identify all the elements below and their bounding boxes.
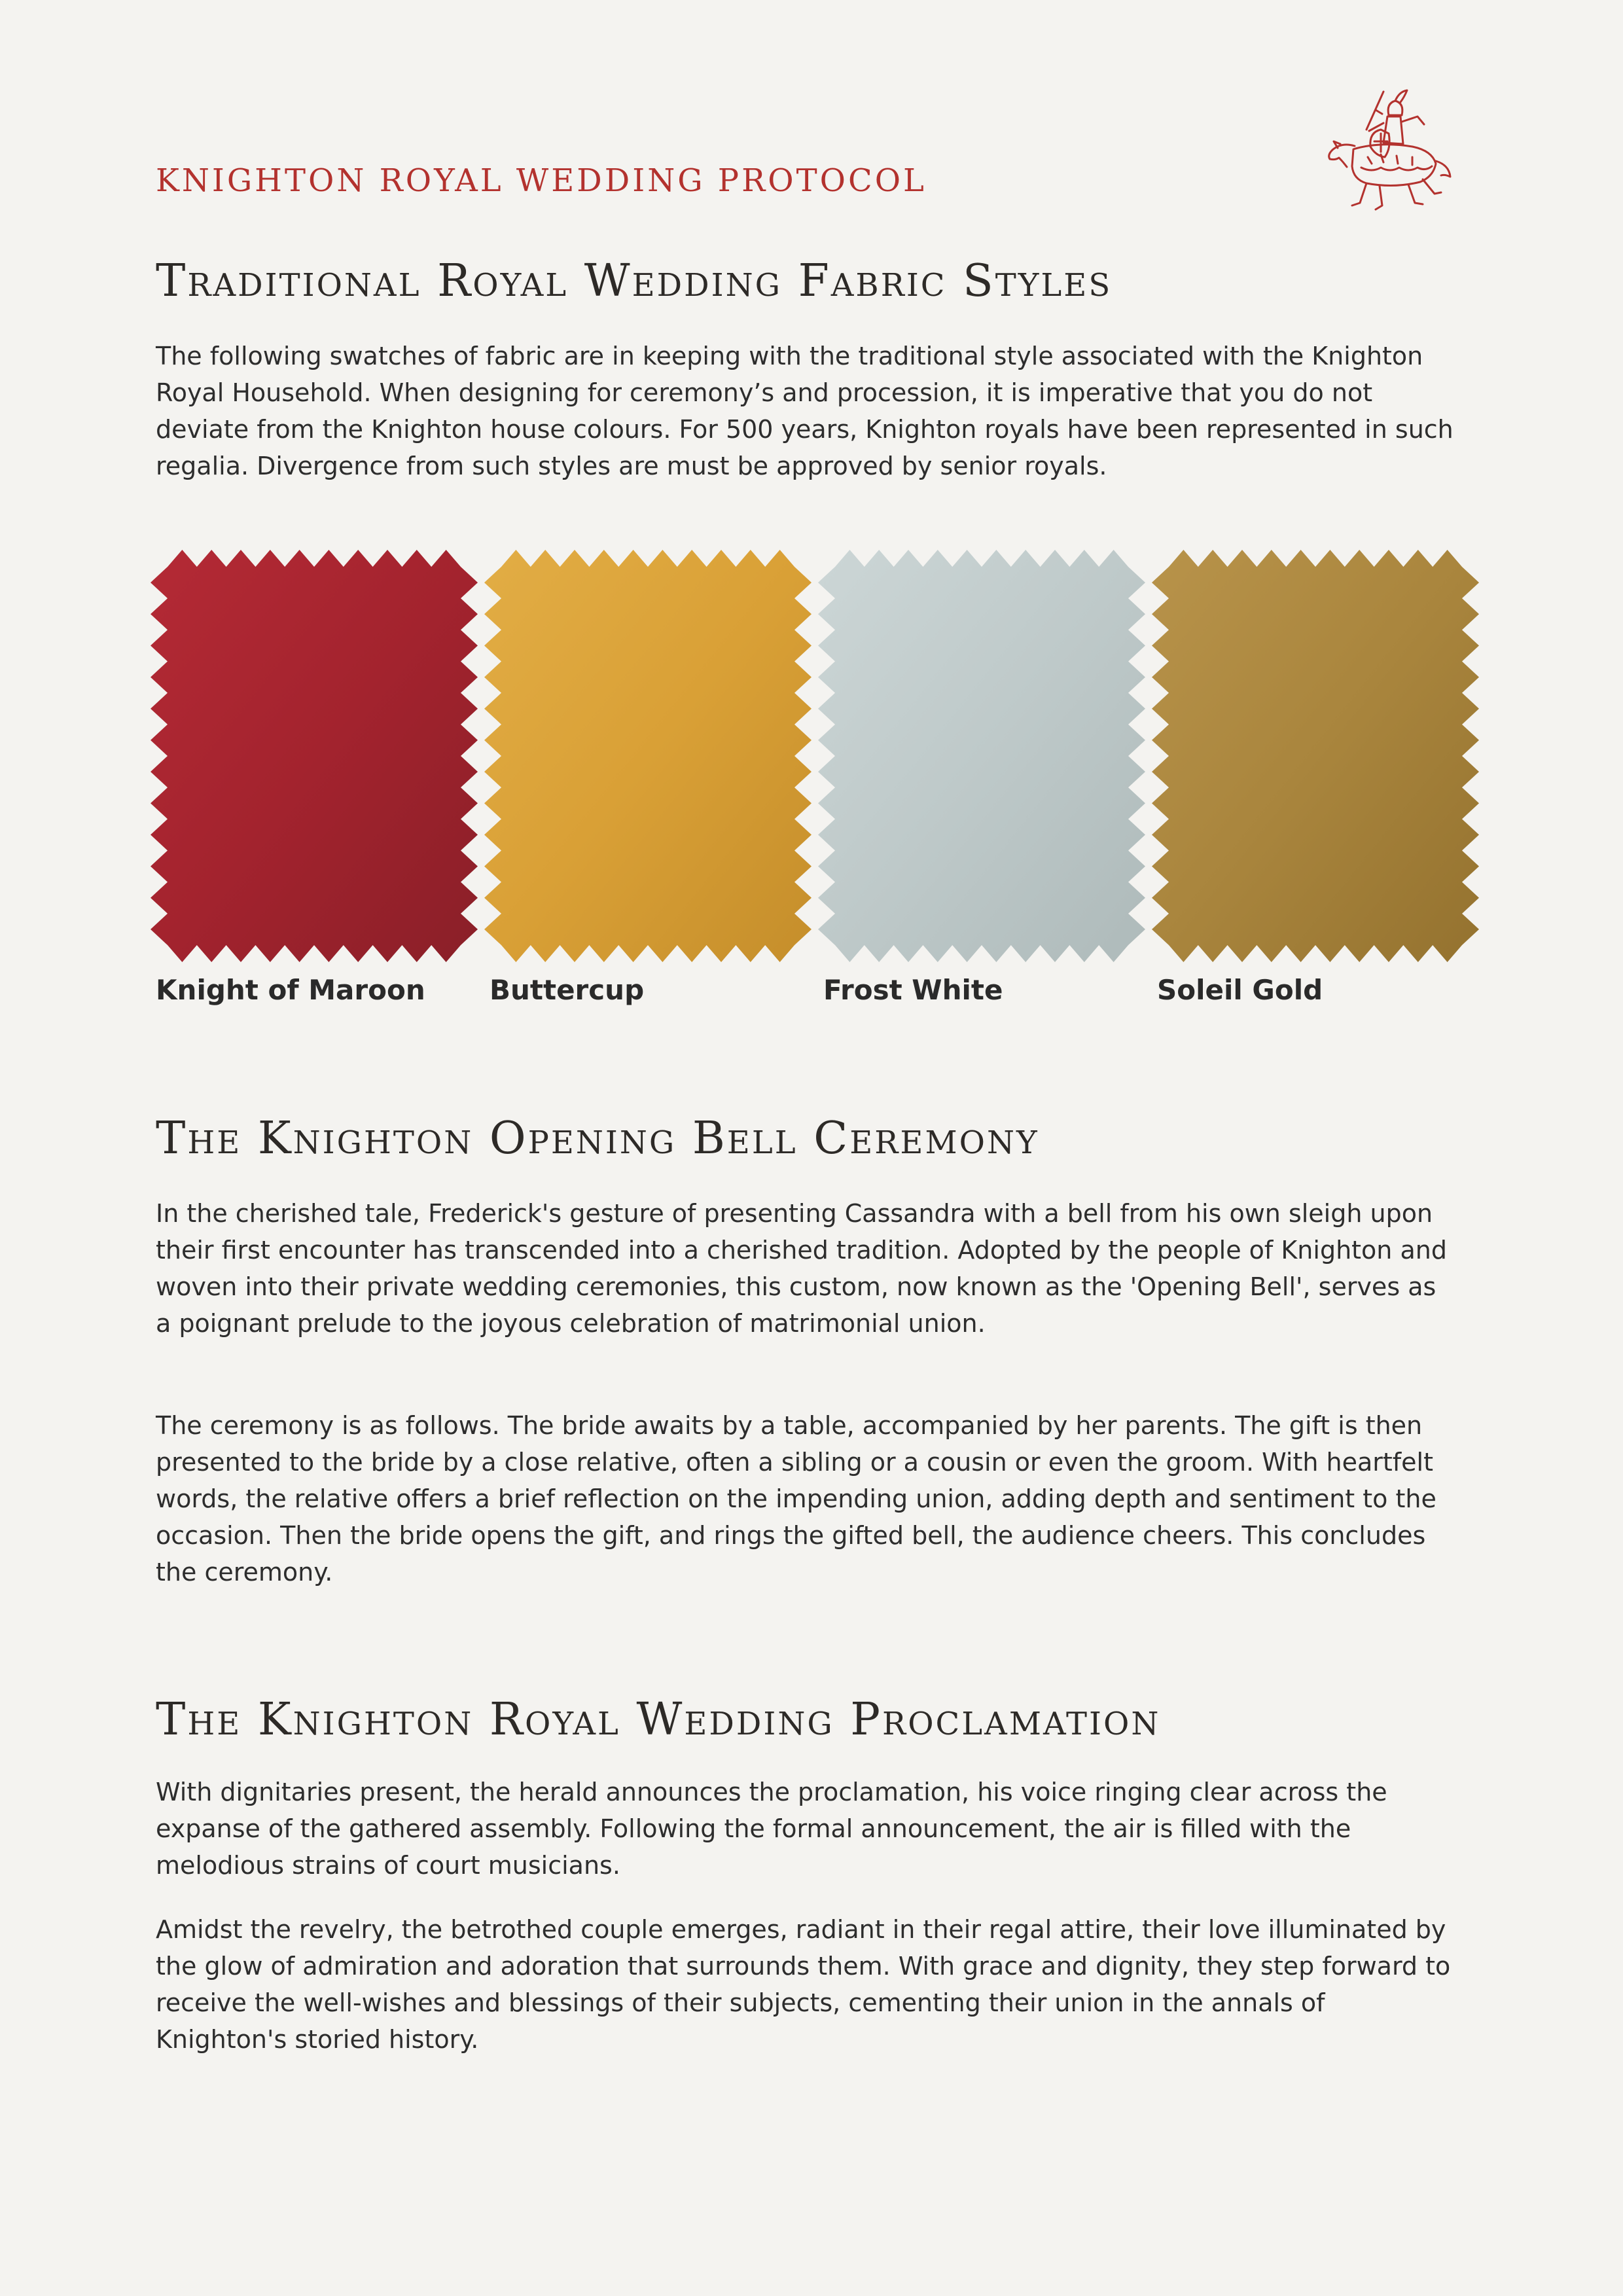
document-header-title: KNIGHTON ROYAL WEDDING PROTOCOL [156, 162, 927, 199]
proclamation-paragraph-2: Amidst the revelry, the betrothed couple emerges, radiant in their regal attire, their love illuminated by the glow of admiration and adoration that surrounds them. With grace and dignity, they step forward to receive the well-wishes and blessings of their subjects, cementing their union in the annals of Knighton's storied history. [156, 1915, 1451, 2054]
section-heading-fabric-styles: Traditional Royal Wedding Fabric Styles [156, 255, 1113, 307]
fabric-swatch-soleil-gold [1152, 550, 1479, 962]
opening-bell-paragraph-1: In the cherished tale, Frederick's gesture of presenting Cassandra with a bell from his own sleigh upon their first encounter has transcended into a cherished tradition. Adopted by the people of Knighton and woven into their private wedding ceremonies, this custom, now known as the 'Opening Bell', serves as a poignant prelude to the joyous celebration of matrimonial union. [156, 1199, 1447, 1338]
opening-bell-paragraph-2: The ceremony is as follows. The bride awaits by a table, accompanied by her parents. The gift is then presented to the bride by a close relative, often a sibling or a cousin or even the groom. With heartfelt words, the relative offers a brief reflection on the impending union, adding depth and sentiment to the occasion. Then the bride opens the gift, and rings the gifted bell, the audience cheers. This concludes the ceremony. [156, 1411, 1436, 1587]
proclamation-paragraph-1: With dignitaries present, the herald announces the proclamation, his voice ringing clear across the expanse of the gathered assembly. Following the formal announcement, the air is filled with the melodious strains of court musicians. [156, 1778, 1387, 1880]
swatch-label-buttercup: Buttercup [490, 974, 645, 1006]
section-heading-opening-bell: The Knighton Opening Bell Ceremony [156, 1113, 1039, 1164]
section-heading-proclamation: The Knighton Royal Wedding Proclamation [156, 1694, 1161, 1746]
fabric-styles-paragraph: The following swatches of fabric are in keeping with the traditional style associated with the Knighton Royal Household. When designing for ceremony’s and procession, it is imperative that you do not deviate from the Knighton house colours. For 500 years, Knighton royals have been represented in such regalia. Divergence from such styles are must be approved by senior royals. [156, 342, 1454, 480]
knight-on-horse-emblem-icon [1315, 84, 1459, 221]
fabric-swatch-frost-white [818, 550, 1145, 962]
fabric-swatch-knight-of-maroon [151, 550, 478, 962]
fabric-swatch-buttercup [484, 550, 812, 962]
swatch-label-soleil-gold: Soleil Gold [1157, 974, 1323, 1006]
swatch-label-knight-of-maroon: Knight of Maroon [156, 974, 425, 1006]
swatch-label-frost-white: Frost White [823, 974, 1003, 1006]
